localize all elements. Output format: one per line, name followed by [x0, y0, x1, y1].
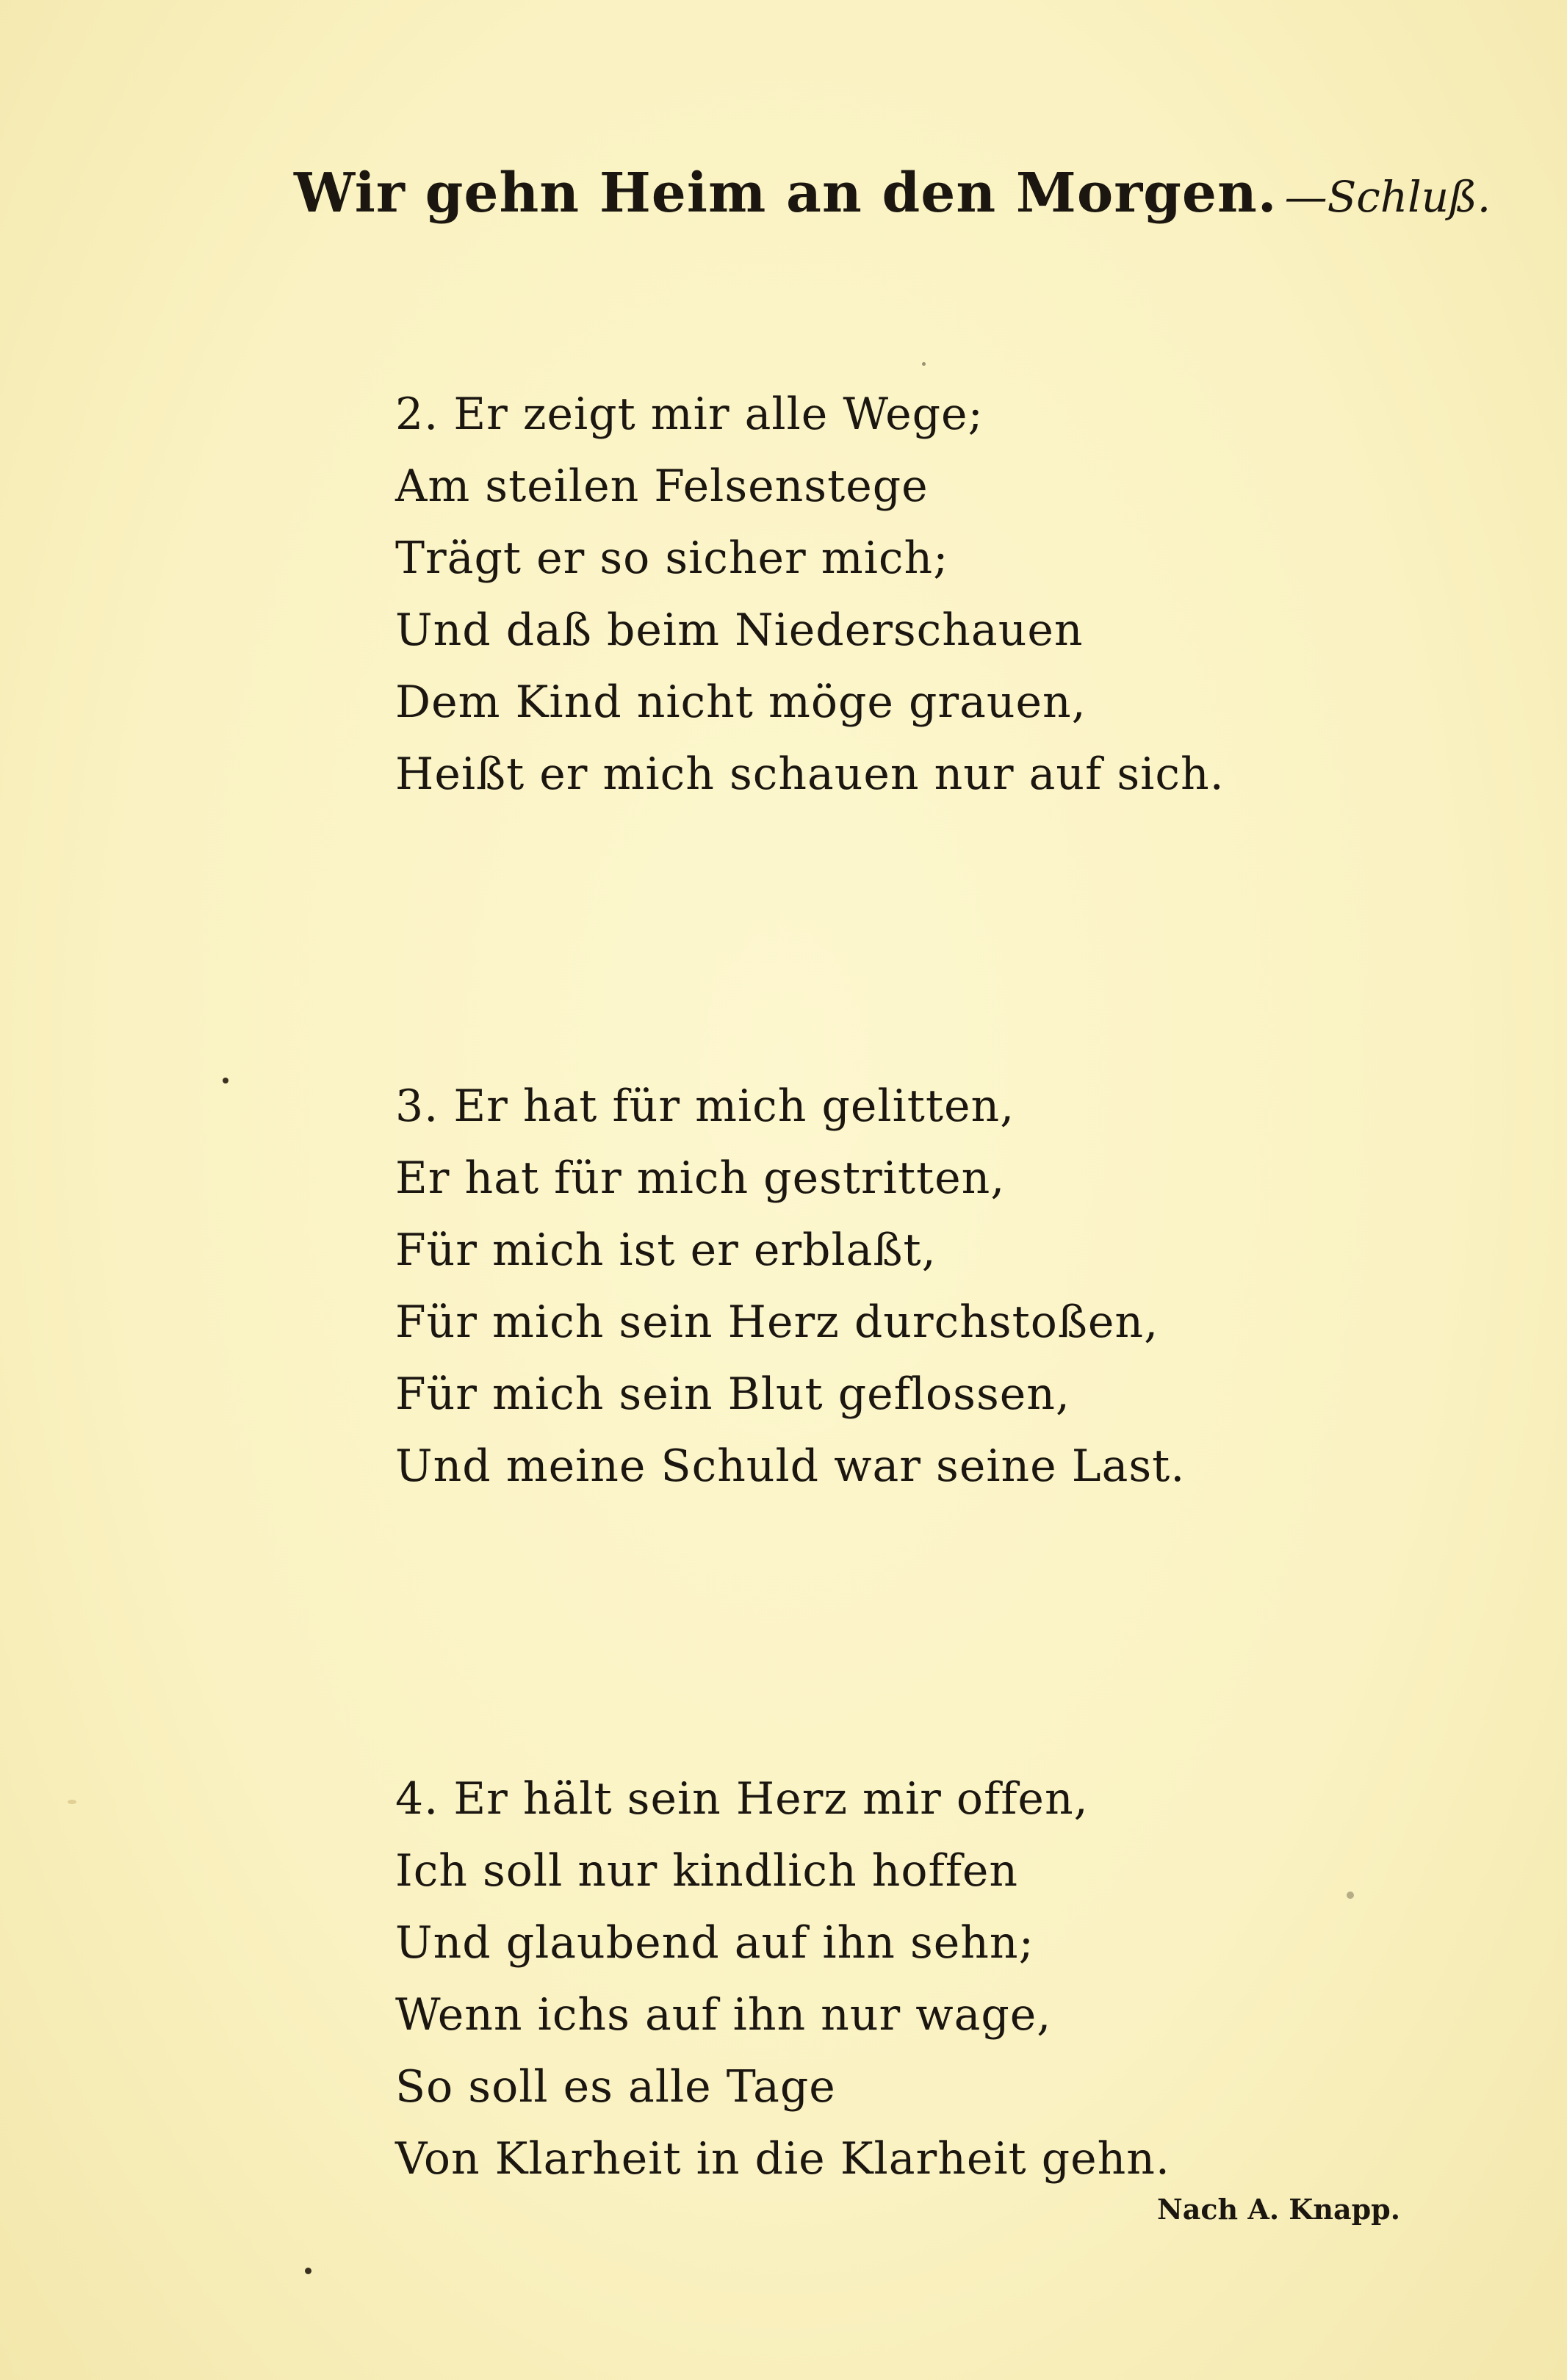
stanza-line: Er hat für mich gestritten,: [395, 1153, 1006, 1204]
stanza-line: Heißt er mich schauen nur auf sich.: [395, 749, 1225, 800]
page-title: [294, 162, 1491, 225]
stanza-4: [395, 1763, 1277, 2195]
stanza-line: Und daß beim Niederschauen: [395, 605, 1084, 656]
paper-speck: [922, 362, 926, 366]
stanza-line: 3. Er hat für mich gelitten,: [395, 1081, 1015, 1132]
stanza-line: 2. Er zeigt mir alle Wege;: [395, 389, 984, 440]
stanza-line: Für mich sein Blut geflossen,: [395, 1368, 1070, 1420]
title-suffix: —Schluß.: [1284, 172, 1491, 222]
stanza-line: Von Klarheit in die Klarheit gehn.: [395, 2133, 1170, 2185]
stanza-line: Für mich sein Herz durchstoßen,: [395, 1297, 1159, 1348]
paper-speck: [223, 1078, 228, 1083]
stanza-line: Wenn ichs auf ihn nur wage,: [395, 1989, 1052, 2041]
stanza-3: [395, 1070, 1277, 1502]
stanza-line: Und glaubend auf ihn sehn;: [395, 1917, 1034, 1969]
paper-speck: [1347, 1892, 1354, 1899]
title-main: Wir gehn Heim an den Morgen.: [294, 162, 1278, 225]
stanza-line: Am steilen Felsenstege: [395, 461, 929, 512]
stanza-line: Für mich ist er erblaßt,: [395, 1225, 937, 1276]
stanza-line: Dem Kind nicht möge grauen,: [395, 677, 1087, 728]
stanza-line: Ich soll nur kindlich hoffen: [395, 1845, 1019, 1897]
stanza-line: 4. Er hält sein Herz mir offen,: [395, 1773, 1089, 1825]
attribution: Nach A. Knapp.: [1157, 2193, 1400, 2226]
stanza-line: So soll es alle Tage: [395, 2061, 836, 2113]
stanza-2: [395, 378, 1277, 810]
paper-speck: [305, 2268, 311, 2274]
stanza-line: Und meine Schuld war seine Last.: [395, 1440, 1186, 1492]
paper-speck: [68, 1800, 76, 1804]
stanza-line: Trägt er so sicher mich;: [395, 533, 949, 584]
